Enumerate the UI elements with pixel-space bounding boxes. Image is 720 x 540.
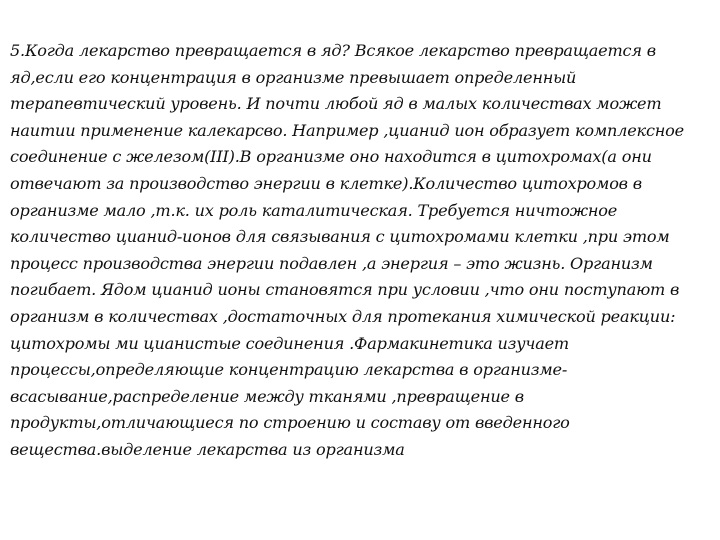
text-line-13: процессы,определяющие концентрацию лекарства в организме- [10,360,568,380]
text-line-2: яд,если его концентрация в организме превышает определенный [10,67,577,87]
text-line-15: продукты,отличающиеся по строению и составу от введенного [10,413,570,433]
text-line-8: количество цианид-ионов для связывания с цитохромами клетки ,при этом [10,227,670,247]
text-line-11: организм в количествах ,достаточных для протекания химической реакции: [10,306,676,326]
text-line-3: терапевтический уровень. И почти любой яд в малых количествах может [10,94,662,114]
text-line-1: 5.Когда лекарство превращается в яд? Всякое лекарство превращается в [10,41,656,60]
text-line-5: соединение с железом(III).В организме оно находится в цитохромах(а они [10,147,652,167]
text-line-16: вещества.выделение лекарства из организма [10,439,405,459]
text-line-14: всасывание,распределение между тканями ,превращение в [10,386,524,406]
text-line-12: цитохромы ми цианистые соединения .Фармакинетика изучает [10,333,569,353]
text-line-4: наитии применение калекарсво. Например ,цианид ион образует комплексное [10,120,684,140]
body-text [10,38,714,464]
text-line-6: отвечают за производство энергии в клетке).Количество цитохромов в [10,173,642,193]
text-line-7: организме мало ,т.к. их роль каталитическая. Требуется ничтожное [10,200,618,220]
text-line-9: процесс производства энергии подавлен ,а энергия – это жизнь. Организм [10,253,653,273]
text-line-10: погибает. Ядом цианид ионы становятся при условии ,что они поступают в [10,280,680,300]
